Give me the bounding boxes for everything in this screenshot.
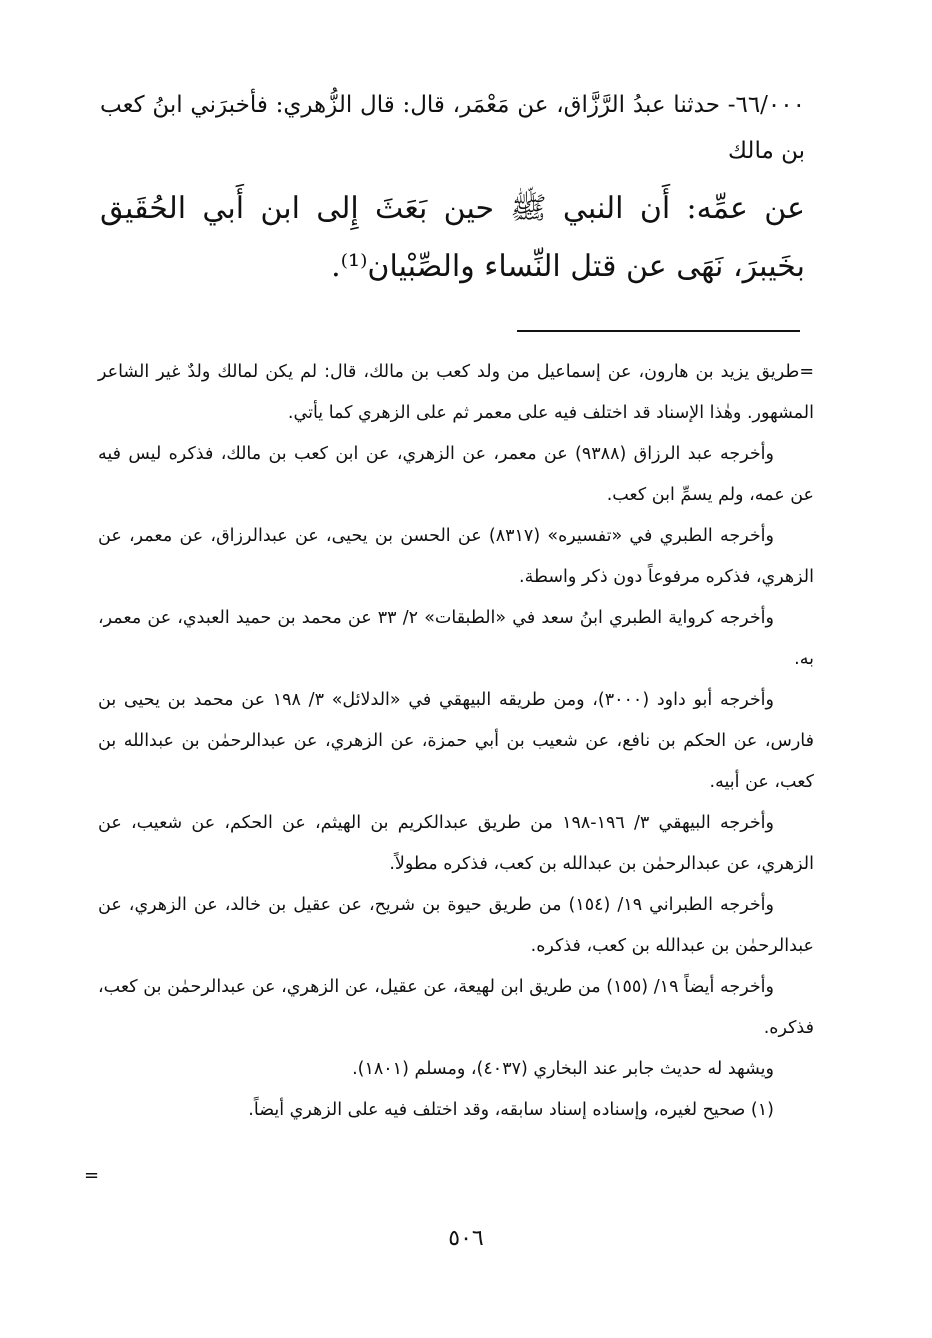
footnote-paragraph: وأخرجه كرواية الطبري ابنُ سعد في «الطبقات» ٢/ ٣٣ عن محمد بن حميد العبدي، عن معمر، به. (98, 608, 814, 669)
footnote-paragraph: وأخرجه أبو داود (٣٠٠٠)، ومن طريقه البيهقي في «الدلائل» ٣/ ١٩٨ عن محمد بن يحيى بن فارس، عن الحكم بن نافع، عن شعيب بن أبي حمزة، عن الزهري، عن عبدالرحمٰن بن عبدالله بن كعب، عن أبيه. (98, 690, 814, 792)
footnote-paragraph: وأخرجه البيهقي ٣/ ١٩٦-١٩٨ من طريق عبدالكريم بن الهيثم، عن الحكم، عن شعيب، عن الزهري، عن عبدالرحمٰن بن عبدالله بن كعب، فذكره مطولاً. (98, 813, 814, 874)
footnote-separator (517, 330, 800, 332)
footnote-1: (١) صحيح لغيره، وإسناده إسناد سابقه، وقد اختلف فيه على الزهري أيضاً. (248, 1100, 774, 1120)
page-number: ٥٠٦ (448, 1226, 484, 1251)
continuation-mark: = (84, 1165, 100, 1186)
hadith-matn: عن عمِّه: أَن النبي ﷺ حين بَعَثَ إِلى ابن أَبي الحُقَيق بخَيبرَ، نَهَى عن قتل النِّساء والصِّبْيان⁽¹⁾. (100, 191, 805, 284)
footnote-paragraph: وأخرجه أيضاً ١٩/ (١٥٥) من طريق ابن لهيعة، عن عقيل، عن الزهري، عن عبدالرحمٰن بن كعب، فذكره. (98, 977, 814, 1038)
hadith-isnad: ٦٦/٠٠٠- حدثنا عبدُ الرَّزَّاق، عن مَعْمَر، قال: قال الزُّهري: فأخبرَني ابنُ كعب بن مالك (100, 92, 805, 164)
footnote-paragraph: وأخرجه الطبري في «تفسيره» (٨٣١٧) عن الحسن بن يحيى، عن عبدالرزاق، عن معمر، عن الزهري، فذكره مرفوعاً دون ذكر واسطة. (98, 526, 814, 587)
footnote-paragraph: وأخرجه عبد الرزاق (٩٣٨٨) عن معمر، عن الزهري، عن ابن كعب بن مالك، فذكره ليس فيه عن عمه، ولم يسمِّ ابن كعب. (98, 444, 814, 505)
footnotes-section (98, 352, 814, 1131)
footnote-continuation: =طريق يزيد بن هارون، عن إسماعيل من ولد كعب بن مالك، قال: لم يكن لمالك ولدٌ غير الشاعر المشهور. وهٰذا الإسناد قد اختلف فيه على معمر ثم على الزهري كما يأتي. (98, 362, 814, 423)
footnote-paragraph: وأخرجه الطبراني ١٩/ (١٥٤) من طريق حيوة بن شريح، عن عقيل بن خالد، عن الزهري، عن عبدالرحمٰن بن عبدالله بن كعب، فذكره. (98, 895, 814, 956)
footnote-paragraph: ويشهد له حديث جابر عند البخاري (٤٠٣٧)، ومسلم (١٨٠١). (352, 1059, 774, 1079)
